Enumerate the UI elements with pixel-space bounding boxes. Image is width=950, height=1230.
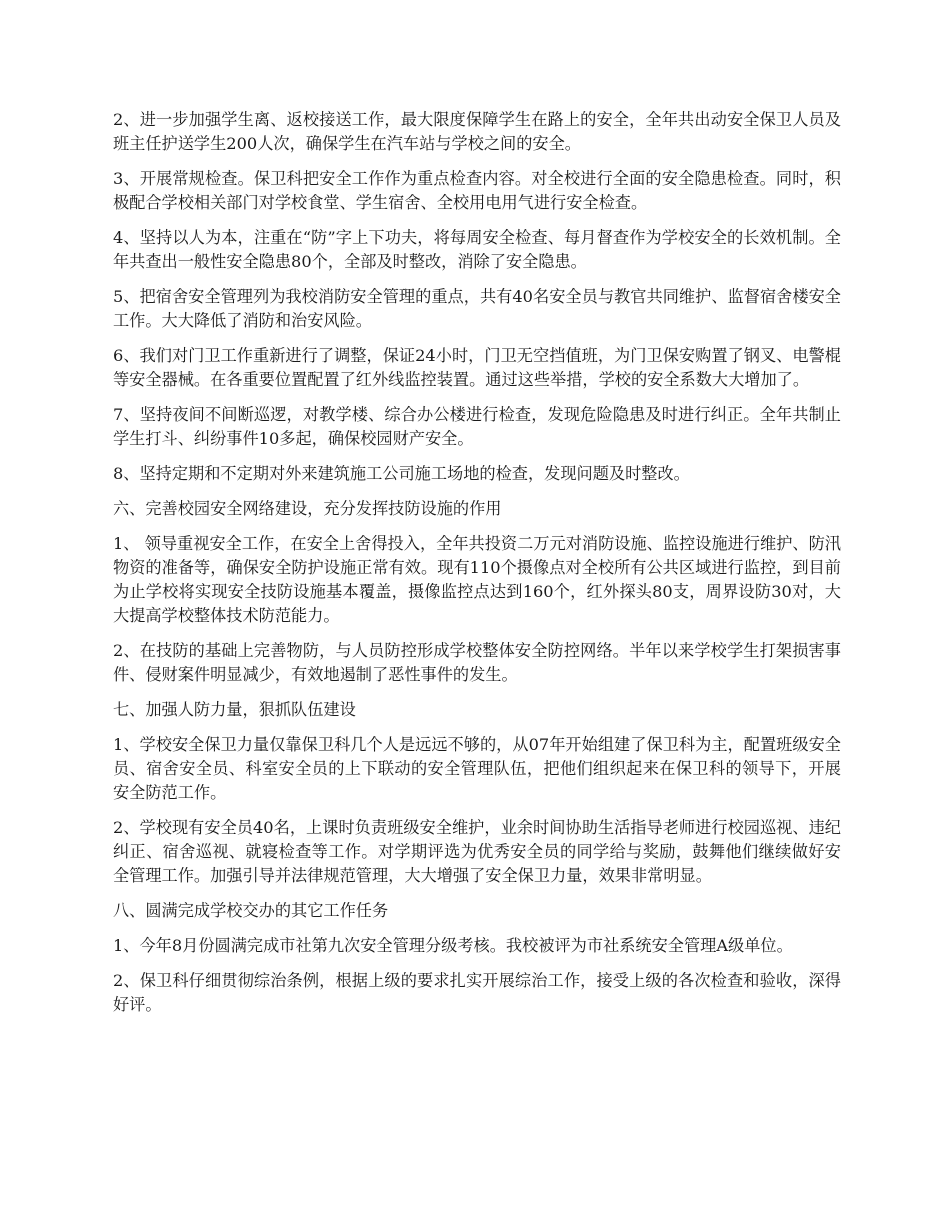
paragraph-gate-guard: 6、我们对门卫工作重新进行了调整，保证24小时，门卫无空挡值班，为门卫保安购置了钢叉、电警棍等安全器械。在各重要位置配置了红外线监控装置。通过这些举措，学校的安全系数大大增加了。 bbox=[113, 346, 841, 389]
paragraph-physical-defense: 2、在技防的基础上完善物防，与人员防控形成学校整体安全防控网络。半年以来学校学生打架损害事件、侵财案件明显减少，有效地遏制了恶性事件的发生。 bbox=[113, 641, 841, 684]
document-body bbox=[113, 108, 841, 1028]
paragraph-routine-inspection: 3、开展常规检查。保卫科把安全工作作为重点检查内容。对全校进行全面的安全隐患检查。同时，积极配合学校相关部门对学校食堂、学生宿舍、全校用电用气进行安全检查。 bbox=[113, 169, 841, 212]
paragraph-investment: 1、 领导重视安全工作，在安全上舍得投入，全年共投资二万元对消防设施、监控设施进行维护、防汛物资的准备等，确保安全防护设施正常有效。现有110个摄像点对全校所有公共区域进行监控，到目前为止学校将实现安全技防设施基本覆盖，摄像监控点达到160个，红外探头80支，周界设防30对，大大提高学校整体技术防范能力。 bbox=[113, 534, 841, 625]
paragraph-escort-students: 2、进一步加强学生离、返校接送工作，最大限度保障学生在路上的安全，全年共出动安全保卫人员及班主任护送学生200人次，确保学生在汽车站与学校之间的安全。 bbox=[113, 110, 841, 153]
paragraph-assessment: 1、今年8月份圆满完成市社第九次安全管理分级考核。我校被评为市社系统安全管理A级单位。 bbox=[113, 936, 793, 955]
paragraph-security-team: 1、学校安全保卫力量仅靠保卫科几个人是远远不够的，从07年开始组建了保卫科为主，配置班级安全员、宿舍安全员、科室安全员的上下联动的安全管理队伍，把他们组织起来在保卫科的领导下，开展安全防范工作。 bbox=[113, 735, 841, 802]
paragraph-people-oriented: 4、坚持以人为本，注重在“防”字上下功夫，将每周安全检查、每月督查作为学校安全的长效机制。全年共查出一般性安全隐患80个，全部及时整改，消除了安全隐患。 bbox=[113, 228, 841, 271]
paragraph-construction-inspection: 8、坚持定期和不定期对外来建筑施工公司施工场地的检查，发现问题及时整改。 bbox=[113, 464, 690, 483]
paragraph-safety-officers: 2、学校现有安全员40名，上课时负责班级安全维护，业余时间协助生活指导老师进行校园巡视、违纪纠正、宿舍巡视、就寝检查等工作。对学期评选为优秀安全员的同学给与奖励，鼓舞他们继续做好安全管理工作。加强引导并法律规范管理，大大增强了安全保卫力量，效果非常明显。 bbox=[113, 818, 841, 885]
paragraph-night-patrol: 7、坚持夜间不间断巡逻，对教学楼、综合办公楼进行检查，发现危险隐患及时进行纠正。全年共制止学生打斗、纠纷事件10多起，确保校园财产安全。 bbox=[113, 405, 841, 448]
section-heading-six: 六、完善校园安全网络建设，充分发挥技防设施的作用 bbox=[113, 499, 502, 518]
section-heading-seven: 七、加强人防力量，狠抓队伍建设 bbox=[113, 700, 356, 719]
section-heading-eight: 八、圆满完成学校交办的其它工作任务 bbox=[113, 901, 389, 920]
paragraph-dormitory-safety: 5、把宿舍安全管理列为我校消防安全管理的重点，共有40名安全员与教官共同维护、监督宿舍楼安全工作。大大降低了消防和治安风险。 bbox=[113, 287, 841, 330]
paragraph-comprehensive-governance: 2、保卫科仔细贯彻综治条例，根据上级的要求扎实开展综治工作，接受上级的各次检查和验收，深得好评。 bbox=[113, 971, 841, 1014]
